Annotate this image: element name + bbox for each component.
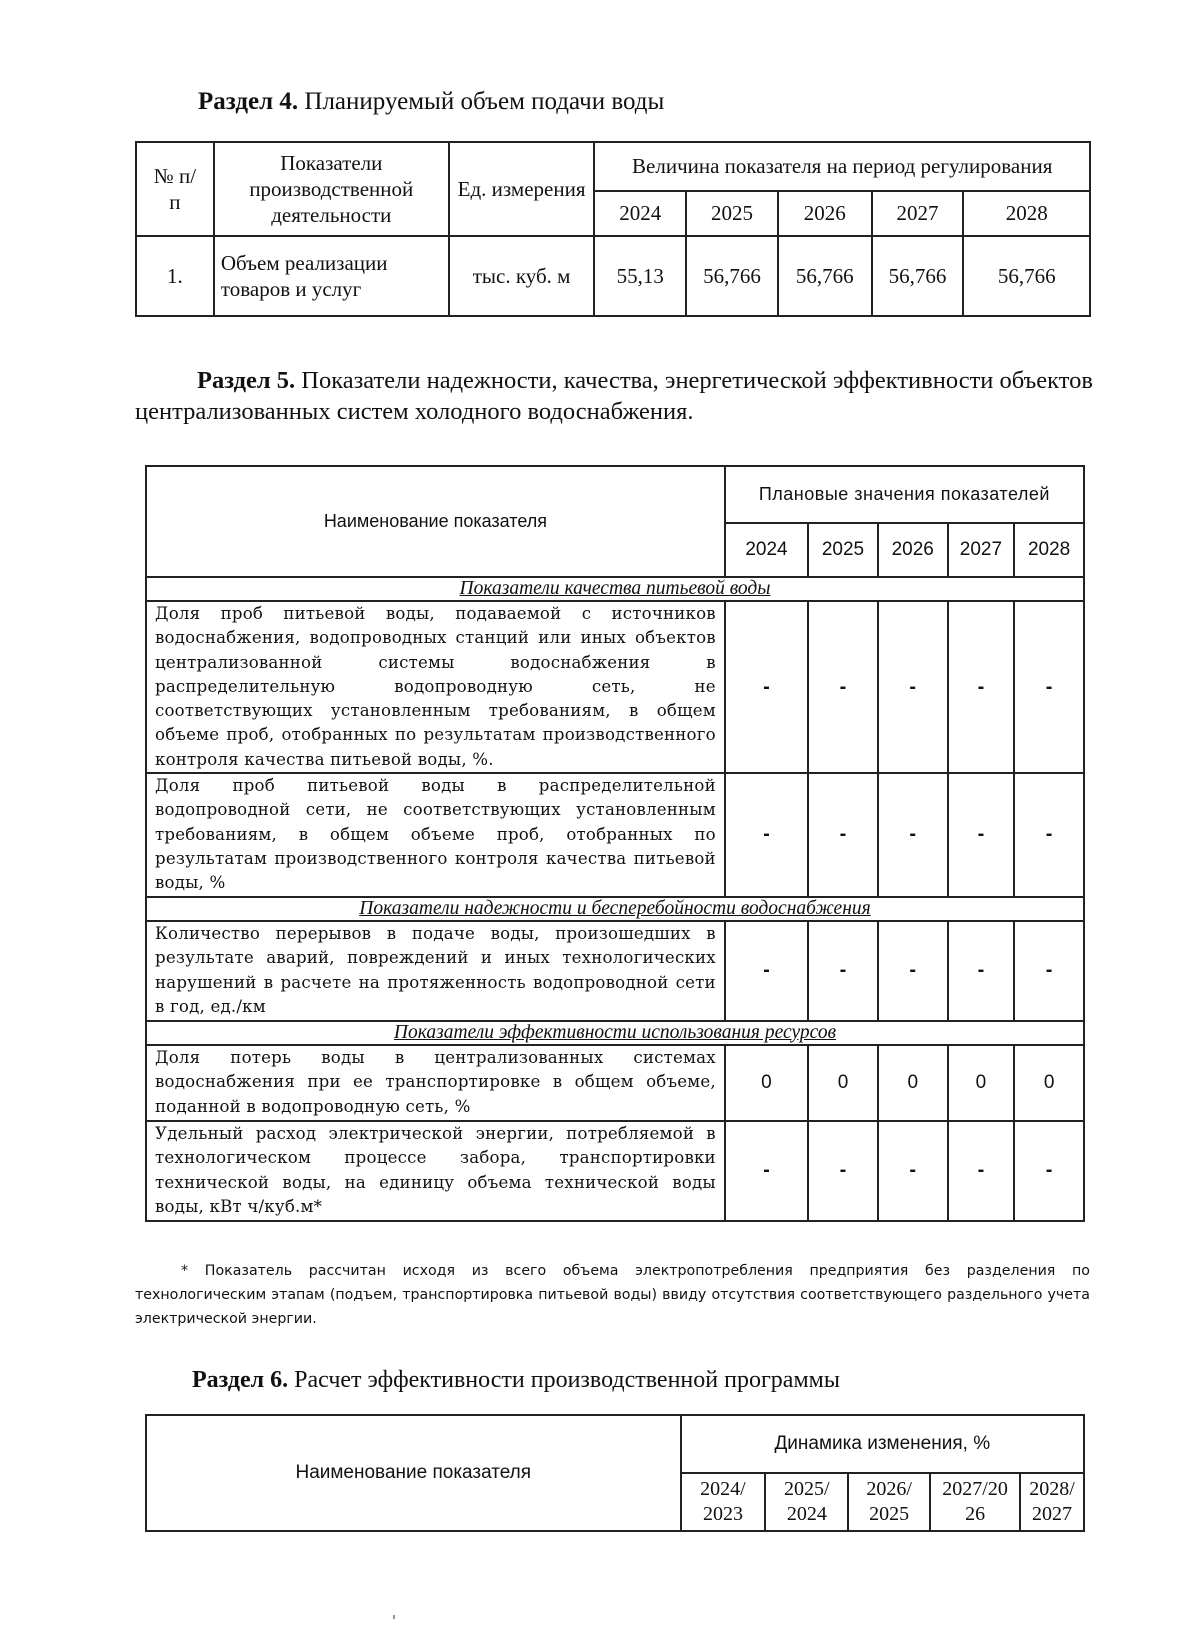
scan-artifact: [393, 1615, 395, 1619]
section4-title-number: Раздел 4.: [198, 88, 299, 115]
period-bottom: 2023: [702, 1503, 743, 1525]
indicator-text: Удельный расход электрической энергии, потребляемой в технологическом процессе забора, транспортировки технической воды, на единицу объема технической воды воды, кВт ч/куб.м*: [146, 1121, 725, 1221]
header-period: [930, 1473, 1020, 1531]
group-title: Показатели эффективности использования ресурсов: [146, 1021, 1084, 1045]
header-period: [681, 1473, 766, 1531]
header-unit: Ед. измерения: [449, 142, 595, 236]
indicator-value: -: [725, 921, 808, 1021]
row-value: 55,13: [594, 236, 686, 316]
section4-title-text: Планируемый объем подачи воды: [298, 88, 665, 115]
indicator-text: Доля проб питьевой воды в распределительной водопроводной сети, не соответствующих установленным требованиям, в общем объеме проб, отобранных по результатам производственного контроля качества питьевой воды, %: [146, 773, 725, 896]
indicator-value: -: [948, 773, 1015, 896]
period-top: 2027/20: [942, 1478, 1008, 1500]
header-period: [765, 1473, 848, 1531]
indicator-value: -: [808, 1121, 878, 1221]
indicator-value: 0: [948, 1045, 1015, 1121]
header-year: 2027: [948, 523, 1015, 577]
header-num: № п/п: [136, 142, 214, 236]
indicator-value: -: [948, 921, 1015, 1021]
period-top: 2025/: [784, 1478, 830, 1500]
indicator-value: -: [725, 1121, 808, 1221]
header-year: 2028: [963, 191, 1090, 236]
row-num: 1.: [136, 236, 214, 316]
section4-title: [198, 86, 664, 117]
period-top: 2028/: [1029, 1478, 1075, 1500]
period-top: 2026/: [866, 1478, 912, 1500]
header-name: Наименование показателя: [146, 1415, 681, 1531]
indicator-text: Доля потерь воды в централизованных системах водоснабжения при ее транспортировке в общем объеме, поданной в водопроводную сеть, %: [146, 1045, 725, 1121]
period-bottom: 26: [965, 1503, 986, 1525]
row-value: 56,766: [872, 236, 964, 316]
section5-title-text: Показатели надежности, качества, энергетической эффективности объектов централизованных систем холодного водоснабжения.: [135, 367, 1093, 425]
section6-title-text: Расчет эффективности производственной программы: [288, 1367, 840, 1393]
period-bottom: 2025: [869, 1503, 910, 1525]
indicator-value: -: [1014, 921, 1084, 1021]
indicator-value: -: [1014, 601, 1084, 773]
section6-title-number: Раздел 6.: [192, 1367, 289, 1393]
indicator-value: -: [878, 601, 948, 773]
indicator-text: Доля проб питьевой воды, подаваемой с источников водоснабжения, водопроводных станций или иных объектов централизованной системы водоснабжения в распределительную водопроводную сеть, не соответствующих установленным требованиям, в общем объеме проб, отобранных по результатам производственного контроля качества питьевой воды, %.: [146, 601, 725, 773]
header-year: 2026: [878, 523, 948, 577]
group-title: Показатели качества питьевой воды: [146, 577, 1084, 601]
indicator-text: Количество перерывов в подаче воды, произошедших в результате аварий, повреждений и иных технологических нарушений в расчете на протяженность водопроводной сети в год, ед./км: [146, 921, 725, 1021]
indicator-value: -: [808, 601, 878, 773]
section5-table: [145, 465, 1085, 1222]
section6-table: [145, 1414, 1085, 1532]
group-row: [146, 577, 1084, 601]
period-top: 2024/: [700, 1478, 746, 1500]
indicator-value: -: [1014, 1121, 1084, 1221]
row-unit: тыс. куб. м: [449, 236, 595, 316]
row-value: 56,766: [778, 236, 872, 316]
table-row: [146, 601, 1084, 773]
indicator-value: -: [948, 1121, 1015, 1221]
section5-title-number: Раздел 5.: [197, 367, 296, 394]
indicator-value: -: [878, 921, 948, 1021]
table-row: [146, 1045, 1084, 1121]
section4-table: [135, 141, 1091, 317]
header-year: 2024: [594, 191, 686, 236]
row-value: 56,766: [963, 236, 1090, 316]
footnote: * Показатель рассчитан исходя из всего объема электропотребления предприятия без разделения по технологическим этапам (подъем, транспортировка питьевой воды) ввиду отсутствия соответствующего раздельного учета электрической энергии.: [135, 1263, 1090, 1327]
indicator-value: 0: [725, 1045, 808, 1121]
header-name: Наименование показателя: [146, 466, 725, 577]
indicator-value: -: [878, 773, 948, 896]
group-row: [146, 897, 1084, 921]
table-row: [146, 921, 1084, 1021]
group-title: Показатели надежности и бесперебойности водоснабжения: [146, 897, 1084, 921]
header-plan: Плановые значения показателей: [725, 466, 1084, 523]
header-period: Величина показателя на период регулирования: [594, 142, 1090, 191]
indicator-value: -: [725, 773, 808, 896]
header-year: 2028: [1014, 523, 1084, 577]
header-year: 2027: [872, 191, 964, 236]
header-year: 2026: [778, 191, 872, 236]
indicator-value: -: [725, 601, 808, 773]
header-year: 2025: [808, 523, 878, 577]
table-row: [146, 773, 1084, 896]
header-period: [848, 1473, 930, 1531]
indicator-value: -: [808, 773, 878, 896]
period-bottom: 2027: [1032, 1503, 1072, 1525]
row-value: 56,766: [686, 236, 778, 316]
group-row: [146, 1021, 1084, 1045]
period-bottom: 2024: [786, 1503, 827, 1525]
header-dynamics: Динамика изменения, %: [681, 1415, 1084, 1473]
indicator-value: -: [808, 921, 878, 1021]
indicator-value: -: [878, 1121, 948, 1221]
table-row: [136, 236, 1090, 316]
indicator-value: -: [1014, 773, 1084, 896]
indicator-value: 0: [1014, 1045, 1084, 1121]
header-year: 2024: [725, 523, 808, 577]
section5-title: [135, 365, 1095, 427]
header-year: 2025: [686, 191, 778, 236]
indicator-value: 0: [878, 1045, 948, 1121]
header-period: [1020, 1473, 1084, 1531]
header-indicator: Показатели производственной деятельности: [214, 142, 449, 236]
indicator-value: 0: [808, 1045, 878, 1121]
indicator-value: -: [948, 601, 1015, 773]
table-row: [146, 1121, 1084, 1221]
row-name: Объем реализации товаров и услуг: [214, 236, 449, 316]
section6-title: [192, 1365, 840, 1395]
